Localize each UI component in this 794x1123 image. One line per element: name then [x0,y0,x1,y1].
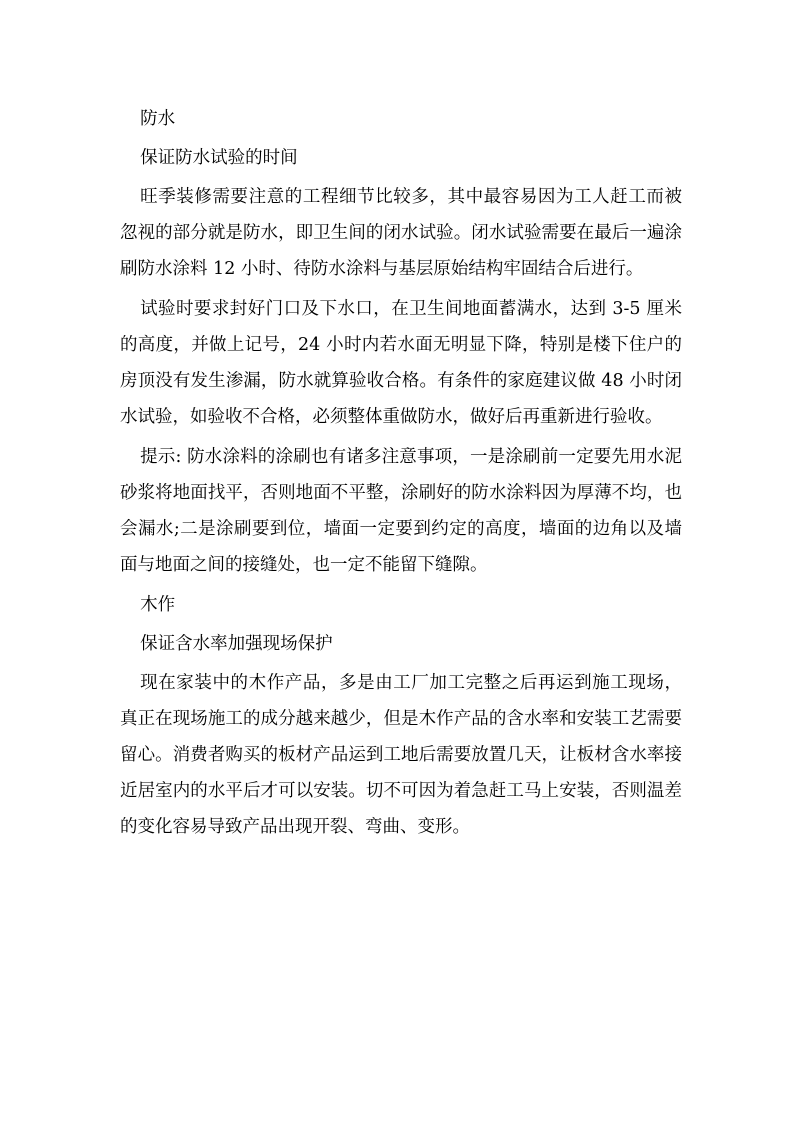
paragraph-waterproof-intro: 旺季装修需要注意的工程细节比较多，其中最容易因为工人赶工而被忽视的部分就是防水，即卫生间的闭水试验。闭水试验需要在最后一遍涂刷防水涂料 12 小时、待防水涂料与基层原始结构牢固结合后进行。 [120,187,682,279]
document-body [120,101,682,849]
paragraph-woodwork-body: 现在家装中的木作产品，多是由工厂加工完整之后再运到施工现场，真正在现场施工的成分越来越少，但是木作产品的含水率和安装工艺需要留心。消费者购买的板材产品运到工地后需要放置几天，让板材含水率接近居室内的水平后才可以安装。切不可因为着急赶工马上安装，否则温差的变化容易导致产品出现开裂、弯曲、变形。 [120,673,682,837]
paragraph-waterproof-test-method: 试验时要求封好门口及下水口，在卫生间地面蓄满水，达到 3-5 厘米的高度，并做上记号，24 小时内若水面无明显下降，特别是楼下住户的房顶没有发生渗漏，防水就算验收合格。有条件的家庭建议做 48 小时闭水试验，如验收不合格，必须整体重做防水，做好后再重新进行验收。 [120,299,682,427]
section-subheading-waterproof-test: 保证防水试验的时间 [140,148,298,168]
section-heading-woodwork: 木作 [140,595,176,615]
section-subheading-moisture-content: 保证含水率加强现场保护 [140,634,333,654]
section-heading-waterproofing: 防水 [140,109,176,129]
paragraph-waterproof-tips: 提示: 防水涂料的涂刷也有诸多注意事项，一是涂刷前一定要先用水泥砂浆将地面找平，否则地面不平整，涂刷好的防水涂料因为厚薄不均，也会漏水;二是涂刷要到位，墙面一定要到约定的高度，墙面的边角以及墙面与地面之间的接缝处，也一定不能留下缝隙。 [120,447,682,575]
